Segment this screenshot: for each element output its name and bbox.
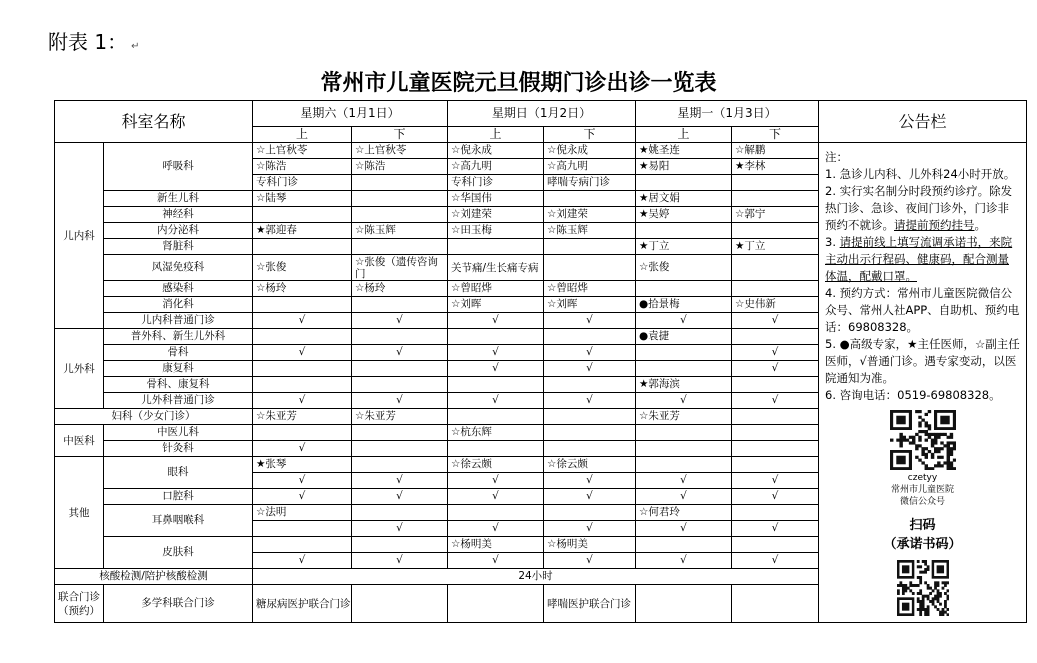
pm-header: 下 [544, 127, 636, 143]
schedule-cell: √ [544, 361, 636, 377]
qr-caption: 微信公众号 [899, 497, 945, 507]
schedule-cell: ☆田玉梅 [448, 223, 544, 239]
schedule-cell: ☆高九明 [448, 159, 544, 175]
schedule-cell: ☆上官秋苓 [253, 143, 352, 159]
schedule-cell [352, 329, 448, 345]
schedule-cell: ☆上官秋苓 [352, 143, 448, 159]
appendix-heading: 附表 1： ↵ [48, 30, 140, 54]
schedule-cell [636, 457, 732, 473]
schedule-cell [636, 175, 732, 191]
dept-name: 肾脏科 [104, 239, 253, 255]
scan-label: 扫码 （承诺书码） [883, 518, 962, 552]
schedule-cell: ☆朱亚芳 [352, 409, 448, 425]
schedule-cell: ☆徐云颇 [448, 457, 544, 473]
schedule-cell: √ [732, 473, 819, 489]
pm-header: 下 [732, 127, 819, 143]
dept-name: 神经科 [104, 207, 253, 223]
category-peds-internal: 儿内科 [55, 143, 104, 329]
schedule-cell: ●拾景梅 [636, 297, 732, 313]
schedule-cell [352, 441, 448, 457]
schedule-cell: ☆何君玲 [636, 505, 732, 521]
schedule-cell [352, 239, 448, 255]
schedule-cell: ★李林 [732, 159, 819, 175]
schedule-cell: √ [253, 489, 352, 505]
schedule-cell [448, 409, 544, 425]
schedule-table [54, 100, 1027, 623]
notice-item: 5. ●高级专家，★主任医师，☆副主任医师，√普通门诊。遇专家变动，以医院通知为准。 [825, 337, 1020, 385]
notice-item: 3. 请提前线上填写流调承诺书，来院主动出示行程码、健康码，配合测量体温，配戴口罩。 [825, 235, 1013, 283]
schedule-cell: √ [448, 521, 544, 537]
schedule-cell: √ [352, 393, 448, 409]
schedule-cell: ☆张俊（遗传咨询门 [352, 255, 448, 281]
schedule-cell: ☆朱亚芳 [636, 409, 732, 425]
schedule-cell [253, 377, 352, 393]
dept-name: 感染科 [104, 281, 253, 297]
schedule-cell: √ [544, 345, 636, 361]
dept-name: 消化科 [104, 297, 253, 313]
category-joint-clinic: 联合门诊（预约） [55, 585, 104, 623]
schedule-cell: ☆倪永成 [448, 143, 544, 159]
schedule-cell [636, 361, 732, 377]
schedule-cell [732, 191, 819, 207]
schedule-cell: 专科门诊 [448, 175, 544, 191]
schedule-cell: √ [732, 361, 819, 377]
schedule-cell [544, 255, 636, 281]
schedule-cell: √ [732, 345, 819, 361]
schedule-cell: √ [544, 489, 636, 505]
schedule-cell [544, 239, 636, 255]
schedule-cell: √ [732, 489, 819, 505]
nucleic-test-label: 核酸检测/陪护核酸检测 [55, 569, 253, 585]
schedule-cell: ●袁捷 [636, 329, 732, 345]
schedule-cell: ☆张俊 [636, 255, 732, 281]
schedule-cell: √ [448, 489, 544, 505]
dept-name: 儿内科普通门诊 [104, 313, 253, 329]
schedule-cell [636, 281, 732, 297]
schedule-cell: ☆刘建荣 [544, 207, 636, 223]
schedule-cell: √ [448, 393, 544, 409]
category-other: 其他 [55, 457, 104, 569]
schedule-cell: ☆刘晖 [448, 297, 544, 313]
schedule-cell: ☆杭东辉 [448, 425, 544, 441]
schedule-cell [352, 377, 448, 393]
nucleic-test-hours: 24小时 [253, 569, 819, 585]
schedule-cell [448, 377, 544, 393]
dept-name: 普外科、新生儿外科 [104, 329, 253, 345]
dept-name: 骨科 [104, 345, 253, 361]
dept-name: 儿外科普通门诊 [104, 393, 253, 409]
schedule-cell [732, 585, 819, 623]
schedule-cell: √ [732, 393, 819, 409]
dept-name: 新生儿科 [104, 191, 253, 207]
notice-item: 2. 实行实名制分时段预约诊疗。除发热门诊、急诊、夜间门诊外，门诊非预约不就诊。请提前预约挂号。 [825, 184, 1013, 232]
day-sat-header: 星期六（1月1日） [253, 101, 448, 127]
schedule-cell: ★丁立 [636, 239, 732, 255]
schedule-cell: 关节痛/生长痛专病 [448, 255, 544, 281]
schedule-cell [448, 505, 544, 521]
schedule-cell: ☆徐云颇 [544, 457, 636, 473]
schedule-cell: ☆陈浩 [352, 159, 448, 175]
schedule-cell: ★丁立 [732, 239, 819, 255]
schedule-cell [636, 441, 732, 457]
notice-header: 公告栏 [819, 101, 1027, 143]
schedule-cell: √ [636, 393, 732, 409]
schedule-cell [352, 505, 448, 521]
schedule-cell [352, 425, 448, 441]
schedule-cell: √ [636, 313, 732, 329]
schedule-cell: ☆张俊 [253, 255, 352, 281]
dept-name: 骨科、康复科 [104, 377, 253, 393]
schedule-cell: 哮喘医护联合门诊 [544, 585, 636, 623]
schedule-cell [544, 409, 636, 425]
schedule-cell: ☆刘建荣 [448, 207, 544, 223]
dept-name: 内分泌科 [104, 223, 253, 239]
schedule-cell: ★居文娟 [636, 191, 732, 207]
schedule-cell [253, 361, 352, 377]
schedule-cell: ☆曾昭烨 [544, 281, 636, 297]
notice-item: 6. 咨询电话：0519-69808328。 [825, 388, 1001, 402]
schedule-cell: ☆陆琴 [253, 191, 352, 207]
category-peds-surgery: 儿外科 [55, 329, 104, 409]
schedule-cell [253, 521, 352, 537]
schedule-cell: ☆杨明美 [448, 537, 544, 553]
dept-name: 呼吸科 [104, 143, 253, 191]
day-mon-header: 星期一（1月3日） [636, 101, 819, 127]
am-header: 上 [253, 127, 352, 143]
schedule-cell [732, 457, 819, 473]
schedule-cell [448, 239, 544, 255]
schedule-cell [352, 457, 448, 473]
schedule-cell: √ [253, 345, 352, 361]
schedule-cell [732, 537, 819, 553]
dept-name: 口腔科 [104, 489, 253, 505]
schedule-cell: √ [636, 521, 732, 537]
dept-name: 皮肤科 [104, 537, 253, 569]
schedule-cell [732, 425, 819, 441]
schedule-cell: ☆陈玉辉 [352, 223, 448, 239]
schedule-cell: √ [544, 553, 636, 569]
schedule-cell [544, 377, 636, 393]
schedule-cell: ☆解鹏 [732, 143, 819, 159]
schedule-cell: ☆朱亚芳 [253, 409, 352, 425]
schedule-cell [448, 441, 544, 457]
schedule-cell: ☆倪永成 [544, 143, 636, 159]
schedule-cell [732, 255, 819, 281]
schedule-cell [352, 297, 448, 313]
schedule-cell [253, 329, 352, 345]
notice-emphasis: 请提前预约挂号 [894, 218, 975, 232]
schedule-cell [636, 585, 732, 623]
schedule-cell: √ [544, 521, 636, 537]
schedule-cell: ★郭迎春 [253, 223, 352, 239]
notice-emphasis: 请提前线上填写流调承诺书，来院主动出示行程码、健康码，配合测量体温，配戴口罩。 [825, 235, 1013, 283]
return-mark-icon: ↵ [131, 41, 140, 52]
dept-name: 风湿免疫科 [104, 255, 253, 281]
schedule-cell: √ [352, 521, 448, 537]
schedule-cell [253, 297, 352, 313]
schedule-cell: √ [448, 345, 544, 361]
schedule-cell: 糖尿病医护联合门诊 [253, 585, 352, 623]
schedule-cell: ☆曾昭烨 [448, 281, 544, 297]
schedule-cell: √ [253, 441, 352, 457]
schedule-cell [636, 425, 732, 441]
day-sun-header: 星期日（1月2日） [448, 101, 636, 127]
schedule-cell: √ [352, 473, 448, 489]
schedule-cell: ☆法明 [253, 505, 352, 521]
schedule-cell: √ [544, 313, 636, 329]
notice-label: 注： [825, 150, 848, 164]
notice-item: 4. 预约方式：常州市儿童医院微信公众号、常州人社APP、自助机、预约电话：69808328。 [825, 286, 1020, 334]
schedule-cell: √ [544, 473, 636, 489]
schedule-cell: √ [352, 345, 448, 361]
wechat-qr-code-icon[interactable] [890, 410, 956, 470]
schedule-cell [544, 329, 636, 345]
schedule-cell: ★吴婷 [636, 207, 732, 223]
dept-name: 多学科联合门诊 [104, 585, 253, 623]
schedule-cell: ☆郭宁 [732, 207, 819, 223]
dept-name: 针灸科 [104, 441, 253, 457]
schedule-cell [636, 223, 732, 239]
schedule-cell [448, 585, 544, 623]
schedule-cell [448, 329, 544, 345]
schedule-cell: √ [253, 313, 352, 329]
notice-item: 1. 急诊儿内科、儿外科24小时开放。 [825, 167, 1016, 181]
schedule-cell: √ [732, 313, 819, 329]
schedule-cell: ☆陈玉辉 [544, 223, 636, 239]
schedule-cell [544, 505, 636, 521]
schedule-cell [636, 345, 732, 361]
schedule-cell: √ [352, 553, 448, 569]
schedule-cell: 专科门诊 [253, 175, 352, 191]
schedule-cell: √ [253, 553, 352, 569]
schedule-cell: ★张琴 [253, 457, 352, 473]
qr-caption: 常州市儿童医院 [890, 485, 954, 495]
schedule-cell [352, 191, 448, 207]
dept-name: 耳鼻咽喉科 [104, 505, 253, 537]
schedule-cell: √ [253, 393, 352, 409]
notice-board [819, 143, 1027, 623]
schedule-cell [732, 377, 819, 393]
schedule-cell: ☆杨玲 [253, 281, 352, 297]
schedule-cell: ★易阳 [636, 159, 732, 175]
schedule-cell [732, 223, 819, 239]
schedule-cell [352, 207, 448, 223]
schedule-cell: √ [448, 361, 544, 377]
commitment-qr-code-icon[interactable] [897, 560, 949, 616]
page-title: 常州市儿童医院元旦假期门诊出诊一览表 [320, 70, 717, 96]
schedule-cell [732, 505, 819, 521]
dept-name: 康复科 [104, 361, 253, 377]
schedule-cell: √ [448, 313, 544, 329]
schedule-cell: √ [448, 553, 544, 569]
schedule-cell [544, 441, 636, 457]
schedule-cell: √ [544, 393, 636, 409]
schedule-cell: √ [448, 473, 544, 489]
schedule-cell: ☆杨玲 [352, 281, 448, 297]
schedule-cell [732, 175, 819, 191]
dept-name: 眼科 [104, 457, 253, 489]
schedule-cell [636, 537, 732, 553]
schedule-cell: ☆陈浩 [253, 159, 352, 175]
schedule-cell: ☆刘晖 [544, 297, 636, 313]
schedule-cell: ☆高九明 [544, 159, 636, 175]
schedule-cell: √ [732, 553, 819, 569]
schedule-cell: √ [636, 473, 732, 489]
schedule-cell [732, 441, 819, 457]
schedule-cell [544, 425, 636, 441]
pm-header: 下 [352, 127, 448, 143]
schedule-cell: √ [352, 313, 448, 329]
dept-name: 中医儿科 [104, 425, 253, 441]
schedule-cell: ☆杨明美 [544, 537, 636, 553]
schedule-cell [253, 537, 352, 553]
schedule-cell: √ [352, 489, 448, 505]
schedule-cell: √ [253, 473, 352, 489]
qr-id: czetyy [907, 473, 938, 483]
schedule-cell [253, 239, 352, 255]
category-tcm: 中医科 [55, 425, 104, 457]
schedule-cell [732, 329, 819, 345]
schedule-cell [253, 425, 352, 441]
am-header: 上 [636, 127, 732, 143]
schedule-cell [732, 281, 819, 297]
schedule-cell [732, 409, 819, 425]
schedule-cell [352, 361, 448, 377]
am-header: 上 [448, 127, 544, 143]
schedule-cell [352, 585, 448, 623]
schedule-cell [352, 175, 448, 191]
schedule-cell [352, 537, 448, 553]
schedule-cell: ★姚圣连 [636, 143, 732, 159]
schedule-cell: ★郭海滨 [636, 377, 732, 393]
schedule-cell: ☆史伟新 [732, 297, 819, 313]
dept-header: 科室名称 [55, 101, 253, 143]
schedule-cell: √ [636, 489, 732, 505]
dept-name: 妇科（少女门诊） [55, 409, 253, 425]
schedule-cell: √ [732, 521, 819, 537]
schedule-cell [253, 207, 352, 223]
schedule-cell [544, 191, 636, 207]
schedule-cell: 哮喘专病门诊 [544, 175, 636, 191]
schedule-cell: √ [636, 553, 732, 569]
schedule-cell: ☆华国伟 [448, 191, 544, 207]
